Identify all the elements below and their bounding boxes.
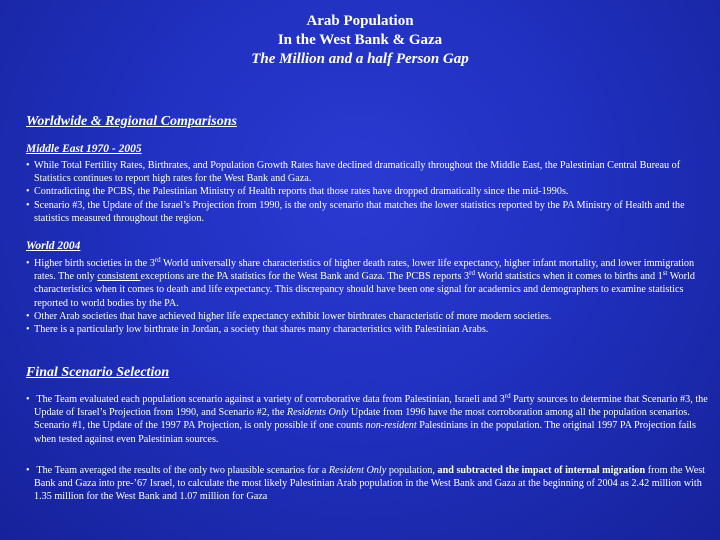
bullet-item [26, 393, 716, 446]
subheading-middle-east: Middle East 1970 - 2005 [26, 143, 142, 155]
bullet-icon: • [26, 465, 30, 476]
bullet-icon: • [26, 160, 30, 171]
title-block [0, 12, 720, 69]
italic-text: Residents Only [286, 407, 349, 419]
subheading-world-2004: World 2004 [26, 240, 81, 252]
bullet-item [26, 159, 716, 185]
bullet-icon: • [26, 324, 30, 336]
bullet-icon: • [26, 186, 30, 198]
text-run: World statistics when it comes to births and 1 [474, 271, 663, 283]
section-heading-final-scenario: Final Scenario Selection [26, 365, 170, 380]
middle-east-bullets [26, 159, 716, 225]
italic-text: Resident Only [328, 465, 387, 476]
bullet-item [26, 185, 716, 198]
bullet-item [26, 464, 716, 504]
bullet-icon: • [26, 394, 30, 405]
title-line-1: Arab Population [306, 13, 414, 29]
text-run: Higher birth societies in the 3 [34, 258, 155, 269]
text-run: The Team averaged the results of the only two plausible scenarios for a [34, 465, 329, 476]
bullet-text: There is a particularly low birthrate in Jordan, a society that shares many characteristics with Palestinian Arabs. [34, 324, 489, 336]
text-run: World universally share characteristics of higher death rates, lower life expectancy, higher infant mortality, and lower immigration rates. The only [34, 258, 695, 283]
bullet-item [26, 323, 716, 336]
bullet-text: Other Arab societies that have achieved higher life expectancy exhibit lower birthrates characteristic of more modern societies. [34, 310, 552, 322]
world-2004-bullets [26, 257, 716, 336]
text-run: The Team evaluated each population scenario against a variety of corroborative data from Palestinian, Israeli and 3 [34, 394, 505, 405]
final-scenario-bullet-1 [26, 393, 716, 446]
bullet-text: Scenario #3, the Update of the Israel’s Projection from 1990, is the only scenario that matches the lower statistics reported by the PA Ministry of Health and the statistics measured throughout the region. [34, 199, 685, 224]
text-run: World characteristics when it comes to death and life expectancy. This discrepancy should have been one signal for academics and demographers to examine statistics reported to world bodies by the PA. [34, 271, 695, 309]
bullet-item [26, 257, 716, 310]
superscript: rd [469, 269, 475, 278]
bold-text: and subtracted the impact of internal migration [437, 465, 646, 476]
text-run: population, [386, 465, 438, 476]
text-run: exceptions are the PA statistics for the West Bank and Gaza. The PCBS reports 3 [140, 271, 470, 283]
text-run: Palestinians in the population. The original 1997 PA Projection fails when tested against even Palestinian sources. [34, 420, 696, 445]
title-line-2: In the West Bank & Gaza [277, 32, 443, 48]
bullet-text: While Total Fertility Rates, Birthrates, and Population Growth Rates have declined dramatically throughout the Middle East, the Palestinian Central Bureau of Statistics continues to report high rates for the West Bank and Gaza. [34, 160, 681, 185]
superscript: st [662, 269, 668, 278]
final-scenario-bullet-2 [26, 464, 716, 504]
bullet-item [26, 199, 716, 225]
text-run: Party sources to determine that Scenario #3, the Update of Israel’s Projection from 1990, and Scenario #2, the [34, 394, 708, 419]
superscript: rd [154, 256, 161, 264]
bullet-text: Contradicting the PCBS, the Palestinian Ministry of Health reports that those rates have dropped dramatically since the mid-1990s. [34, 186, 569, 198]
superscript: rd [504, 392, 511, 400]
section-heading-comparisons: Worldwide & Regional Comparisons [26, 114, 237, 129]
bullet-item [26, 310, 716, 323]
italic-text: non-resident [365, 420, 417, 432]
bullet-icon: • [26, 310, 30, 322]
text-run: from the West Bank and Gaza into pre-’67 Israel, to calculate the most likely Palestinian Arab population in the West Bank and Gaza at the beginning of 2004 as 2.42 million with 1.35 million for the West Bank and 1.07 million for Gaza [34, 465, 706, 503]
underlined-text: consistent [97, 271, 141, 283]
text-run: Update from 1996 have the most corroboration among all the population scenarios. Scenario #1, the Update of the 1997 PA Projection, is only possible if one counts [34, 407, 690, 432]
bullet-icon: • [26, 258, 30, 269]
title-line-3: The Million and a half Person Gap [251, 51, 469, 67]
bullet-icon: • [26, 199, 30, 211]
